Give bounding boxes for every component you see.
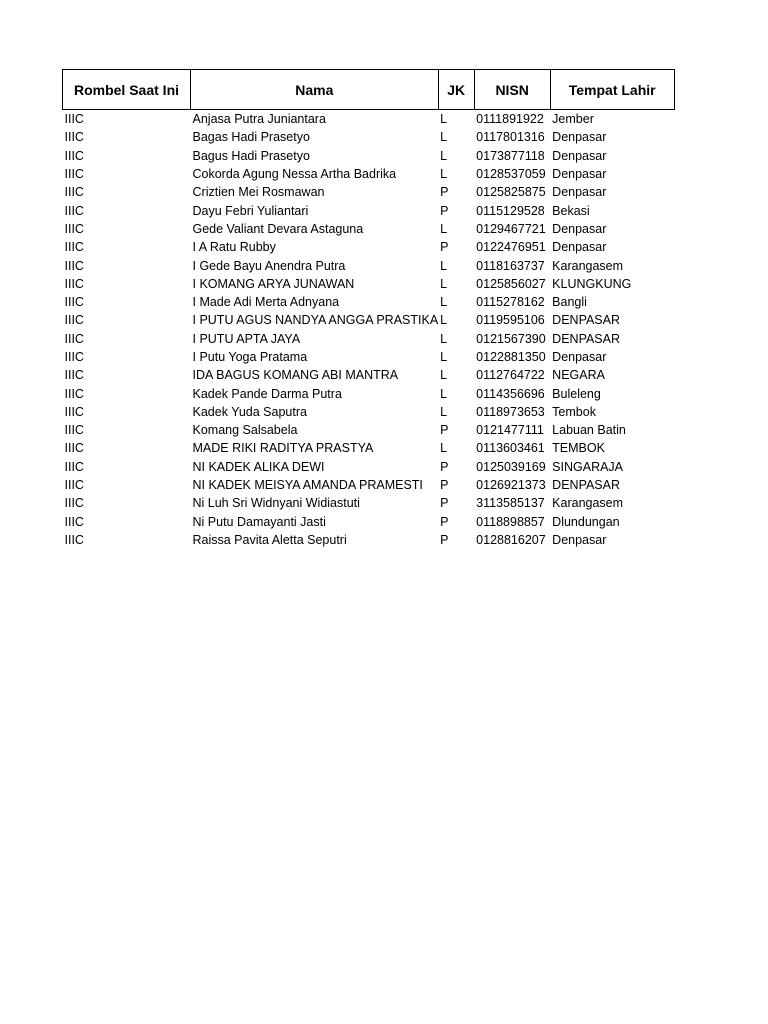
cell-nama: Gede Valiant Devara Astaguna [192,221,364,236]
cell-rombel: IIIC [64,459,84,474]
table-row [63,403,675,421]
cell-nisn: 0112764722 [476,368,545,383]
cell-nisn: 0125825875 [476,185,546,200]
cell-nisn: 0126921373 [476,478,546,493]
cell-nama: Raissa Pavita Aletta Seputri [192,532,347,547]
cell-nisn: 0118973653 [476,404,545,419]
cell-nisn: 0128537059 [476,167,546,182]
cell-nama: NI KADEK MEISYA AMANDA PRAMESTI [192,478,423,493]
column-header-rombel: Rombel Saat Ini [63,70,191,110]
cell-tempat-lahir: Denpasar [552,148,607,163]
column-header-tempat-lahir: Tempat Lahir [550,70,674,110]
cell-tempat-lahir: KLUNGKUNG [552,276,632,291]
table-row [63,165,675,183]
cell-nisn: 0118163737 [476,258,545,273]
cell-jk: P [440,185,449,200]
header-row [63,70,675,110]
cell-nama: IDA BAGUS KOMANG ABI MANTRA [192,368,399,383]
cell-nama: Criztien Mei Rosmawan [192,185,325,200]
cell-jk: P [440,423,449,438]
cell-nama: I PUTU AGUS NANDYA ANGGA PRASTIKA [192,313,439,328]
cell-tempat-lahir: Denpasar [552,532,607,547]
table-row [63,439,675,457]
cell-jk: L [440,276,448,291]
cell-jk: L [440,313,448,328]
cell-nisn: 0115278162 [476,295,545,310]
table-row [63,238,675,256]
cell-nama: Kadek Pande Darma Putra [192,386,342,401]
cell-jk: L [440,441,448,456]
table-row [63,531,675,549]
table-row [63,220,675,238]
cell-nama: MADE RIKI RADITYA PRASTYA [192,441,374,456]
cell-nisn: 0114356696 [476,386,545,401]
column-header-jk: JK [438,70,474,110]
cell-nisn: 0118898857 [476,514,545,529]
table-row [63,458,675,476]
cell-tempat-lahir: Denpasar [552,167,607,182]
table-row [63,110,675,129]
cell-nisn: 0173877118 [476,148,545,163]
cell-tempat-lahir: Denpasar [552,350,607,364]
table-row [63,311,675,329]
cell-tempat-lahir: Denpasar [552,185,607,200]
cell-tempat-lahir: NEGARA [552,368,605,383]
cell-rombel: IIIC [64,496,84,511]
cell-jk: P [440,459,449,474]
cell-rombel: IIIC [64,112,84,127]
cell-tempat-lahir: Karangasem [552,258,624,273]
cell-rombel: IIIC [64,404,84,419]
table-row [63,348,675,366]
cell-nama: I Made Adi Merta Adnyana [192,295,340,310]
cell-nama: Komang Salsabela [192,423,298,438]
cell-nama: I PUTU APTA JAYA [192,331,301,346]
cell-rombel: IIIC [64,423,84,438]
cell-nisn: 0119595106 [476,313,545,328]
cell-rombel: IIIC [64,276,84,291]
cell-jk: L [440,167,448,182]
cell-nisn: 0121477111 [476,423,544,438]
student-table [62,69,675,549]
cell-jk: L [440,130,448,145]
cell-nisn: 0129467721 [476,221,546,236]
cell-jk: L [440,295,448,310]
cell-jk: P [440,203,449,218]
cell-nisn: 0128816207 [476,532,546,547]
cell-tempat-lahir: Denpasar [552,130,607,145]
cell-rombel: IIIC [64,203,84,218]
cell-tempat-lahir: SINGARAJA [552,459,624,474]
cell-nisn: 0111891922 [476,112,544,127]
cell-rombel: IIIC [64,368,84,383]
cell-jk: L [440,221,448,236]
cell-rombel: IIIC [64,295,84,310]
cell-nama: I KOMANG ARYA JUNAWAN [192,276,355,291]
column-header-nama: Nama [191,70,439,110]
cell-rombel: IIIC [64,167,84,182]
table-row [63,330,675,348]
column-header-nisn: NISN [474,70,550,110]
cell-jk: L [440,331,448,346]
cell-tempat-lahir: Denpasar [552,240,607,255]
cell-tempat-lahir: Tembok [552,404,596,419]
cell-nama: I A Ratu Rubby [192,240,276,255]
cell-rombel: IIIC [64,350,84,364]
cell-rombel: IIIC [64,130,84,145]
cell-nama: Bagas Hadi Prasetyo [192,130,310,145]
cell-tempat-lahir: Jember [552,112,594,127]
cell-nama: I Putu Yoga Pratama [192,350,308,364]
student-table-container [62,69,675,549]
cell-rombel: IIIC [64,240,84,255]
cell-nisn: 0125039169 [476,459,546,474]
cell-rombel: IIIC [64,221,84,236]
cell-jk: L [440,404,448,419]
cell-jk: L [440,112,448,127]
table-row [63,513,675,531]
cell-rombel: IIIC [64,185,84,200]
cell-tempat-lahir: Labuan Batin [552,423,626,438]
cell-jk: P [440,496,449,511]
table-row [63,128,675,146]
cell-tempat-lahir: DENPASAR [552,331,621,346]
cell-rombel: IIIC [64,148,84,163]
cell-jk: P [440,532,449,547]
cell-jk: L [440,350,448,364]
cell-rombel: IIIC [64,441,84,456]
cell-nisn: 0117801316 [476,130,545,145]
cell-rombel: IIIC [64,386,84,401]
cell-tempat-lahir: DENPASAR [552,313,621,328]
cell-nisn: 0115129528 [476,203,545,218]
table-row [63,384,675,402]
table-row [63,494,675,512]
cell-rombel: IIIC [64,331,84,346]
cell-nama: Ni Luh Sri Widnyani Widiastuti [192,496,360,511]
cell-rombel: IIIC [64,478,84,493]
table-row [63,147,675,165]
cell-nisn: 0121567390 [476,331,546,346]
table-row [63,275,675,293]
cell-rombel: IIIC [64,532,84,547]
cell-nama: Kadek Yuda Saputra [192,404,307,419]
cell-tempat-lahir: Buleleng [552,386,601,401]
cell-nama: Bagus Hadi Prasetyo [192,148,310,163]
cell-jk: L [440,148,448,163]
cell-tempat-lahir: Bangli [552,295,587,310]
cell-rombel: IIIC [64,258,84,273]
cell-tempat-lahir: Bekasi [552,203,590,218]
cell-jk: L [440,368,448,383]
cell-nama: Ni Putu Damayanti Jasti [192,514,326,529]
table-row [63,366,675,384]
cell-nisn: 0125856027 [476,276,546,291]
cell-tempat-lahir: DENPASAR [552,478,621,493]
table-row [63,293,675,311]
table-row [63,201,675,219]
table-body [63,110,675,550]
table-row [63,476,675,494]
cell-rombel: IIIC [64,313,84,328]
cell-nama: Anjasa Putra Juniantara [192,112,326,127]
cell-jk: L [440,258,448,273]
cell-tempat-lahir: Karangasem [552,496,624,511]
cell-nisn: 0113603461 [476,441,545,456]
cell-nama: Cokorda Agung Nessa Artha Badrika [192,167,397,182]
cell-rombel: IIIC [64,514,84,529]
cell-jk: L [440,386,448,401]
table-row [63,183,675,201]
cell-nama: I Gede Bayu Anendra Putra [192,258,346,273]
cell-tempat-lahir: Denpasar [552,221,607,236]
cell-tempat-lahir: Dlundungan [552,514,620,529]
table-row [63,256,675,274]
cell-nama: NI KADEK ALIKA DEWI [192,459,325,474]
table-row [63,421,675,439]
cell-jk: P [440,478,449,493]
cell-nisn: 0122476951 [476,240,546,255]
cell-jk: P [440,240,449,255]
cell-tempat-lahir: TEMBOK [552,441,605,456]
cell-nama: Dayu Febri Yuliantari [192,203,309,218]
cell-nisn: 0122881350 [476,350,546,364]
cell-jk: P [440,514,449,529]
table-header [63,70,675,110]
cell-nisn: 3113585137 [476,496,545,511]
